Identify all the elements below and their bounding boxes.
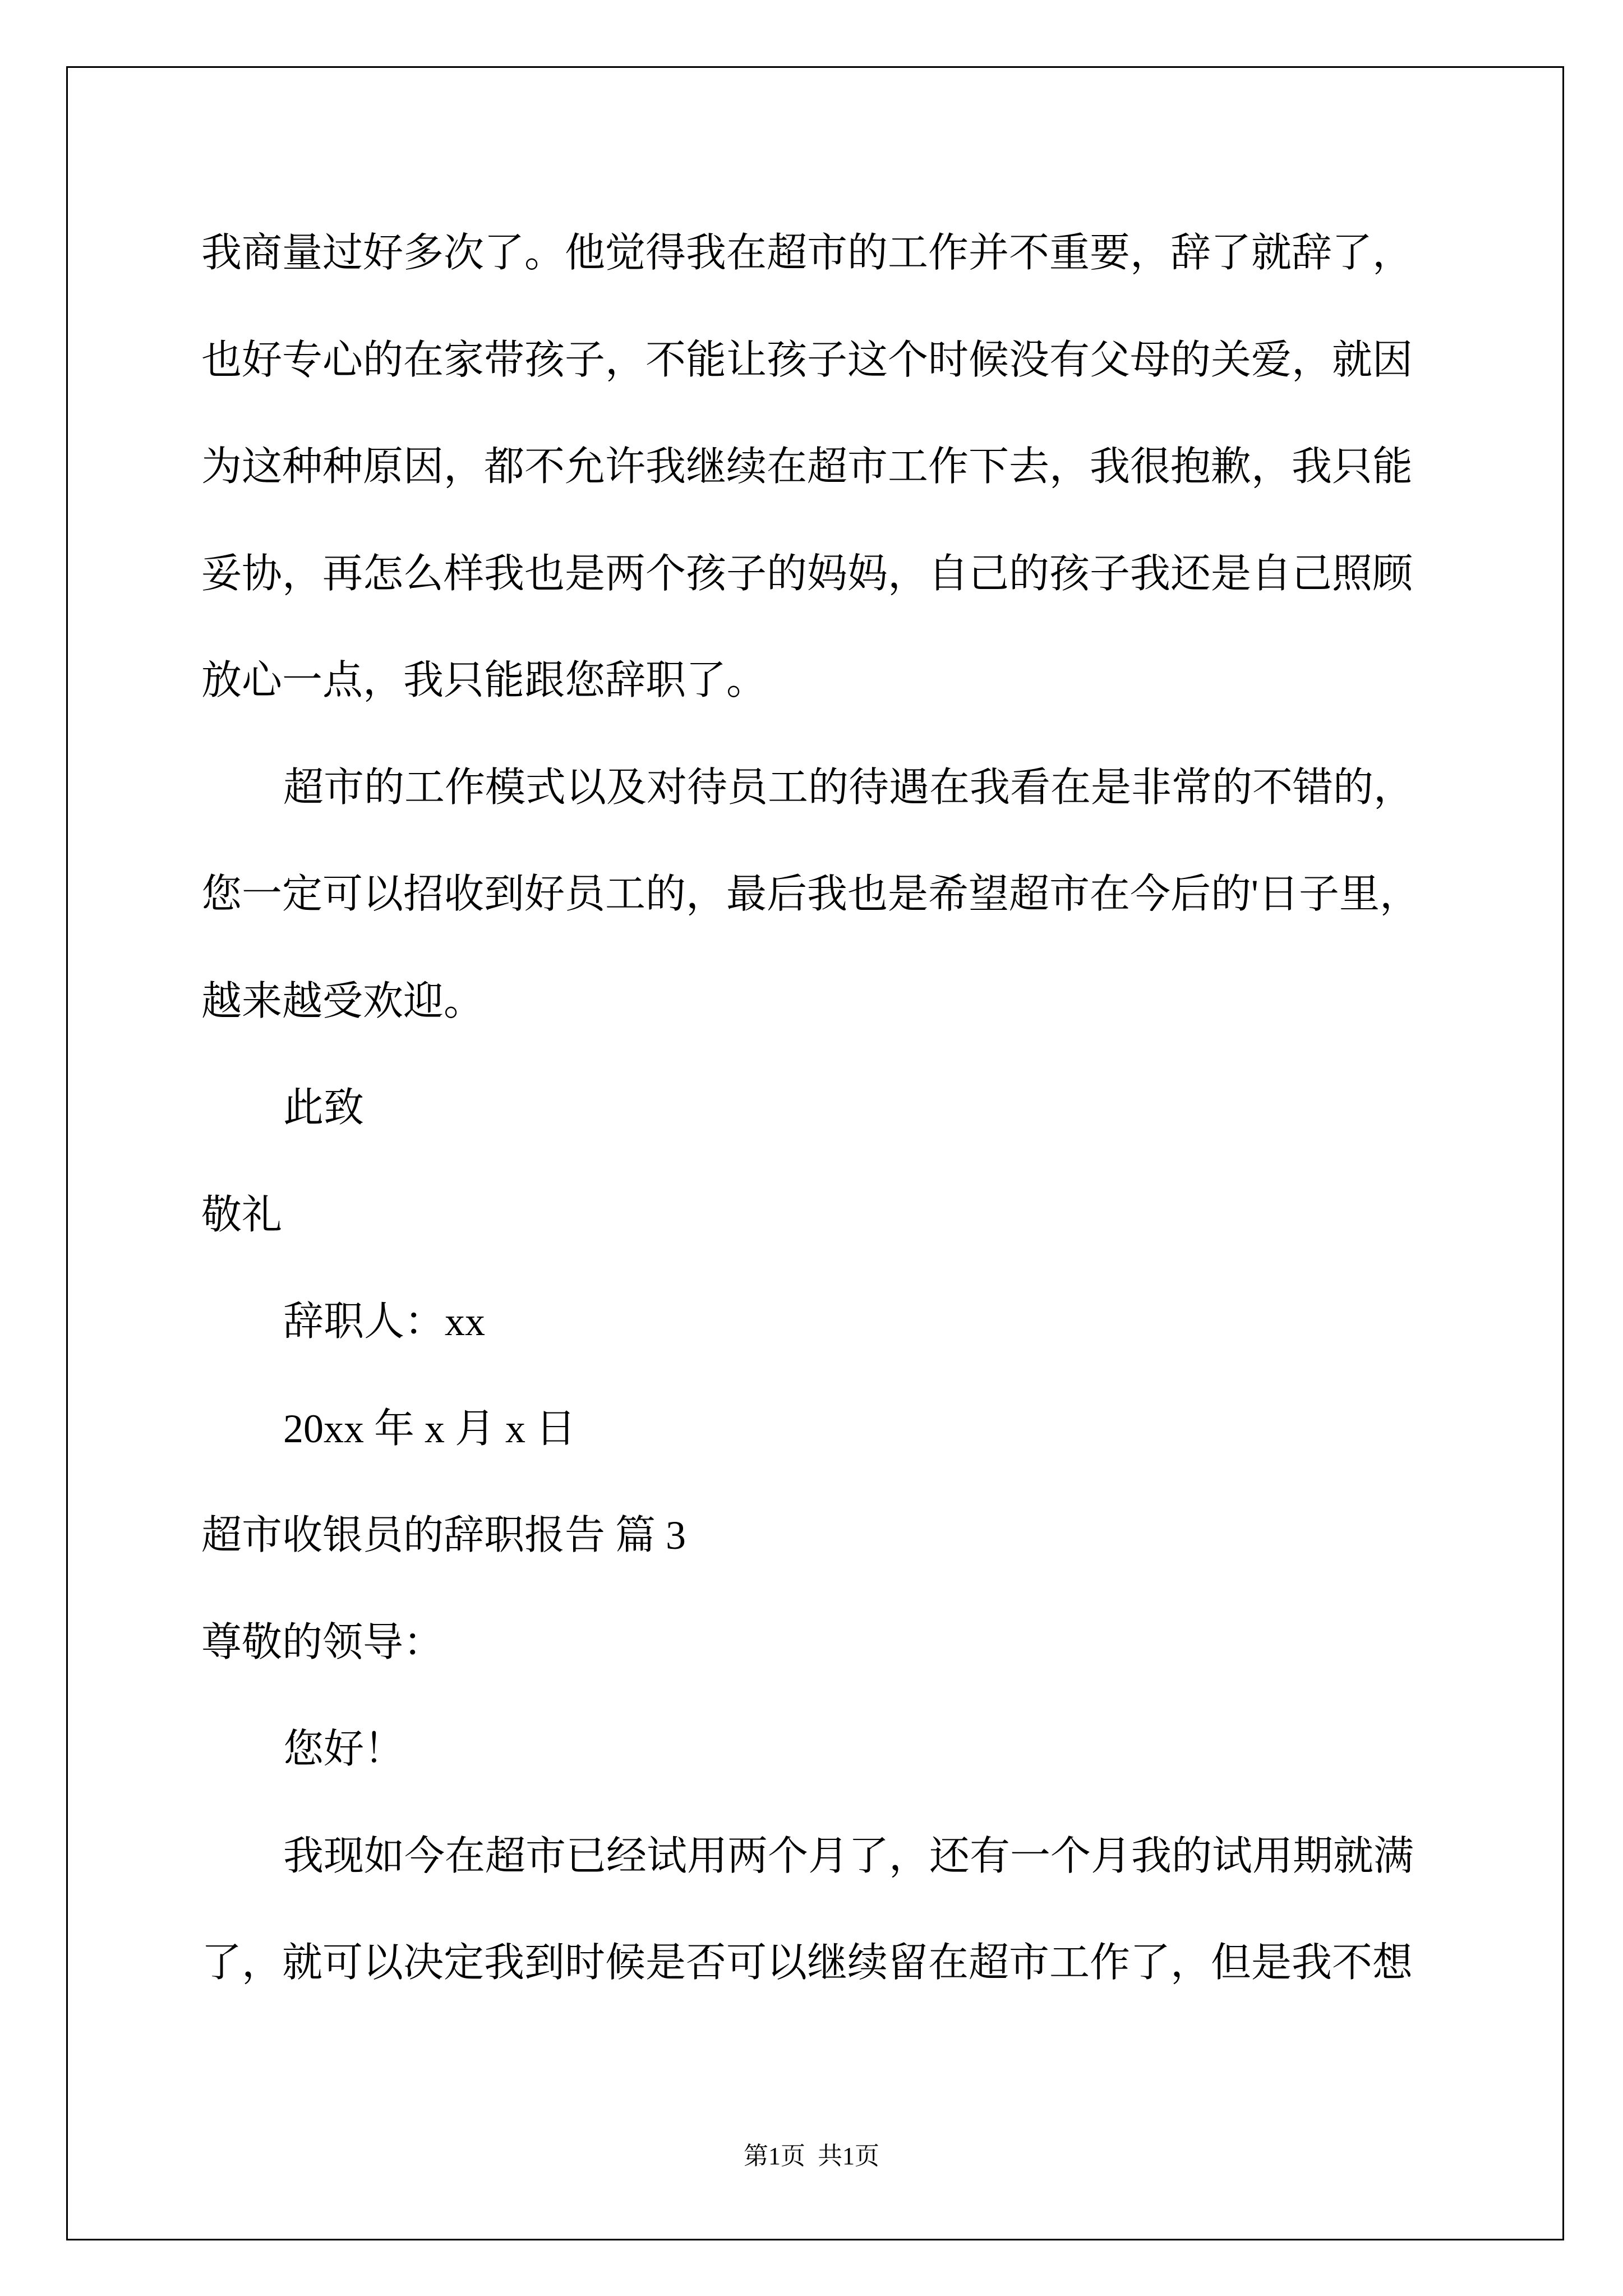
body-line: 了，就可以决定我到时候是否可以继续留在超市工作了，但是我不想 [201, 1940, 1413, 1985]
body-line: 放心一点，我只能跟您辞职了。 [201, 658, 767, 703]
closing-phrase: 此致 [283, 1085, 365, 1130]
page-footer: 第1页 共1页 [744, 2142, 879, 2170]
letter-date: 20xx 年 x 月 x 日 [283, 1406, 577, 1451]
body-line: 为这种种原因，都不允许我继续在超市工作下去，我很抱歉，我只能 [201, 444, 1413, 489]
body-line: 越来越受欢迎。 [201, 978, 485, 1024]
signature: 辞职人：xx [283, 1299, 486, 1344]
body-line: 也好专心的在家带孩子，不能让孩子这个时候没有父母的关爱，就因 [201, 337, 1413, 383]
body-line: 我商量过好多次了。他觉得我在超市的工作并不重要，辞了就辞了， [201, 231, 1413, 275]
body-line: 妥协，再怎么样我也是两个孩子的妈妈，自己的孩子我还是自己照顾 [201, 551, 1413, 596]
closing-salute: 敬礼 [201, 1192, 283, 1237]
greeting: 您好！ [283, 1727, 405, 1772]
body-line: 您一定可以招收到好员工的，最后我也是希望超市在今后的'日子里， [201, 872, 1420, 917]
salutation: 尊敬的领导： [201, 1619, 444, 1665]
section-title: 超市收银员的辞职报告 篇 3 [201, 1513, 686, 1558]
body-line: 我现如今在超市已经试用两个月了，还有一个月我的试用期就满 [283, 1833, 1414, 1879]
body-line: 超市的工作模式以及对待员工的待遇在我看在是非常的不错的， [283, 765, 1414, 810]
page-body [201, 200, 1536, 2017]
